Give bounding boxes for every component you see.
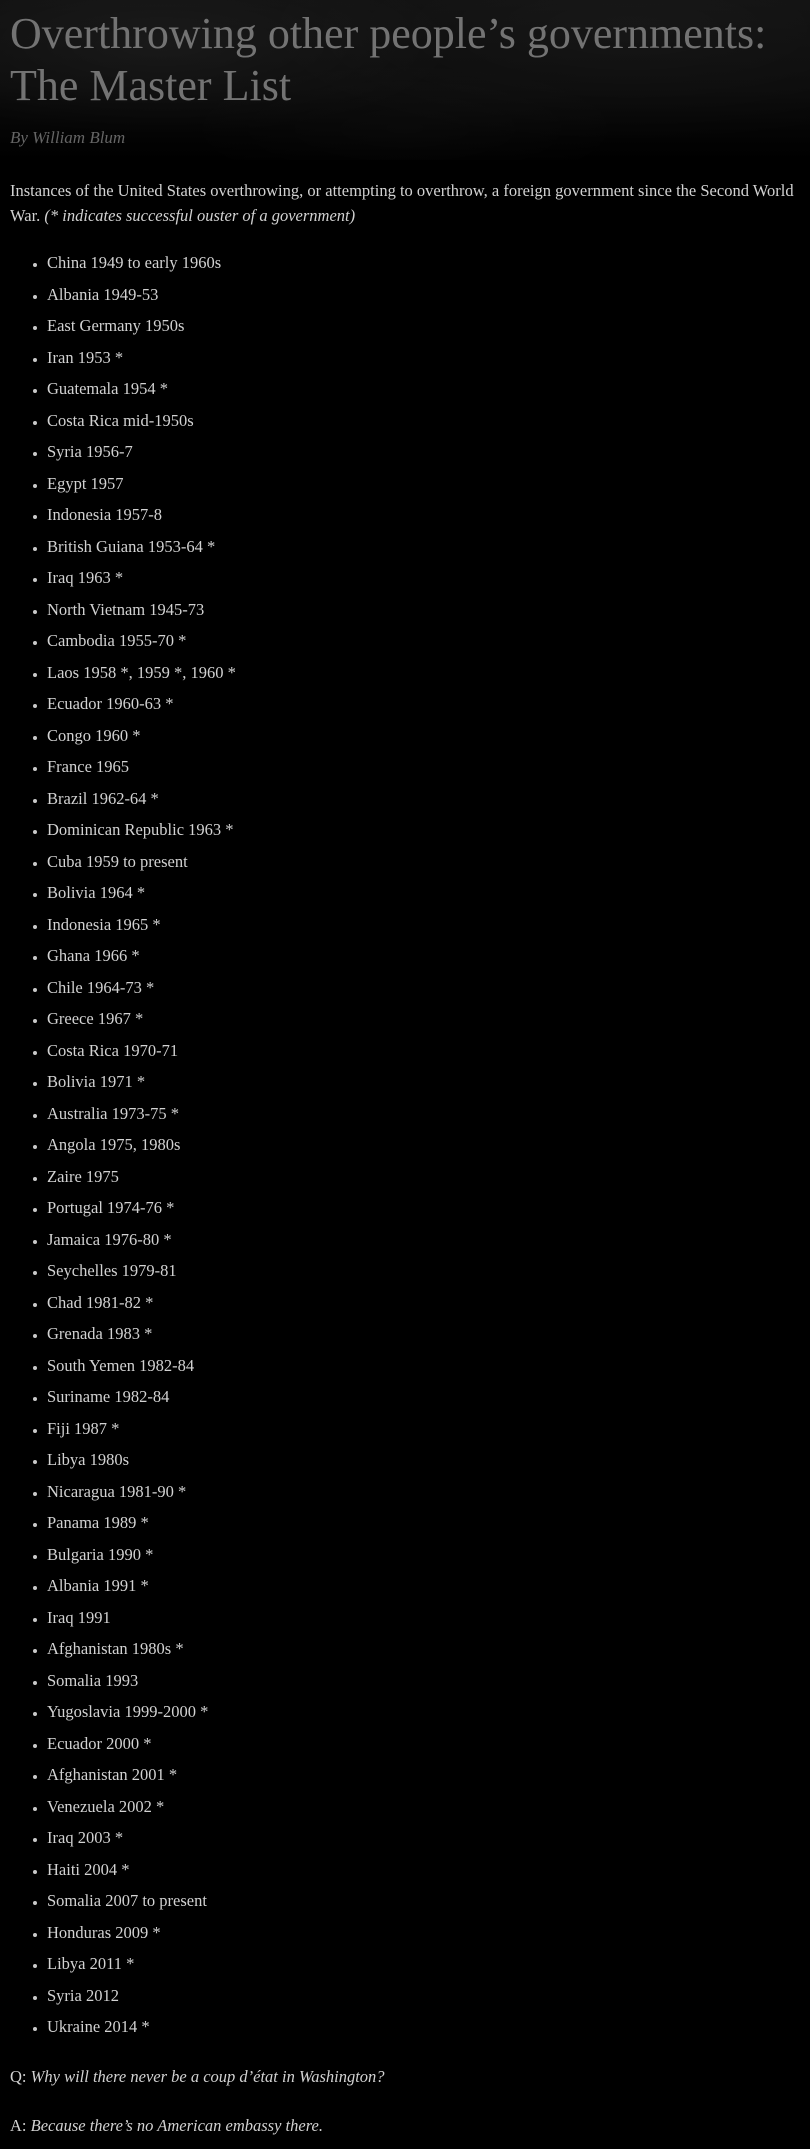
list-item: • Guatemala 1954 * xyxy=(47,377,810,401)
answer-prefix: A: xyxy=(10,2116,31,2135)
list-item: • Iran 1953 * xyxy=(47,346,810,370)
list-item: • Indonesia 1957-8 xyxy=(47,503,810,527)
page-title: Overthrowing other people’s governments: The Master List xyxy=(10,9,767,110)
list-item: • Venezuela 2002 * xyxy=(47,1795,810,1819)
list-item: • Bolivia 1971 * xyxy=(47,1070,810,1094)
list-item: • Dominican Republic 1963 * xyxy=(47,818,810,842)
list-item: • Brazil 1962-64 * xyxy=(47,787,810,811)
list-item: • Albania 1949-53 xyxy=(47,283,810,307)
list-item: • Syria 2012 xyxy=(47,1984,810,2008)
list-item: • Somalia 2007 to present xyxy=(47,1889,810,1913)
list-item: • Seychelles 1979-81 xyxy=(47,1259,810,1283)
list-item: • China 1949 to early 1960s xyxy=(47,251,810,275)
list-item: • Laos 1958 *, 1959 *, 1960 * xyxy=(47,661,810,685)
list-item: • Honduras 2009 * xyxy=(47,1921,810,1945)
list-item: • Chad 1981-82 * xyxy=(47,1291,810,1315)
list-item: • Ghana 1966 * xyxy=(47,944,810,968)
list-item: • Afghanistan 1980s * xyxy=(47,1637,810,1661)
qa-question xyxy=(0,2065,810,2089)
list-item: • France 1965 xyxy=(47,755,810,779)
list-item: • East Germany 1950s xyxy=(47,314,810,338)
list-item: • Cambodia 1955-70 * xyxy=(47,629,810,653)
list-item: • Jamaica 1976-80 * xyxy=(47,1228,810,1252)
list-item: • Panama 1989 * xyxy=(47,1511,810,1535)
list-item: • Fiji 1987 * xyxy=(47,1417,810,1441)
list-item: • Portugal 1974-76 * xyxy=(47,1196,810,1220)
article-header xyxy=(0,0,810,160)
intro-text: Instances of the United States overthrowing, or attempting to overthrow, a foreign government since the Second World War. xyxy=(10,181,794,225)
list-item: • Indonesia 1965 * xyxy=(47,913,810,937)
list-item: • Bulgaria 1990 * xyxy=(47,1543,810,1567)
list-item: • Bolivia 1964 * xyxy=(47,881,810,905)
list-item: • Chile 1964-73 * xyxy=(47,976,810,1000)
list-item: • Albania 1991 * xyxy=(47,1574,810,1598)
list-item: • South Yemen 1982-84 xyxy=(47,1354,810,1378)
list-item: • Ecuador 2000 * xyxy=(47,1732,810,1756)
intro-note: (* indicates successful ouster of a government) xyxy=(44,206,356,225)
list-item: • Iraq 1991 xyxy=(47,1606,810,1630)
list-item: • Zaire 1975 xyxy=(47,1165,810,1189)
list-item: • Ukraine 2014 * xyxy=(47,2015,810,2039)
interventions-list xyxy=(0,251,810,2039)
list-item: • Iraq 1963 * xyxy=(47,566,810,590)
list-item: • Angola 1975, 1980s xyxy=(47,1133,810,1157)
list-item: • Costa Rica mid-1950s xyxy=(47,409,810,433)
list-item: • North Vietnam 1945-73 xyxy=(47,598,810,622)
list-item: • Iraq 2003 * xyxy=(47,1826,810,1850)
list-item: • Ecuador 1960-63 * xyxy=(47,692,810,716)
list-item: • Congo 1960 * xyxy=(47,724,810,748)
list-item: • Somalia 1993 xyxy=(47,1669,810,1693)
answer-text: Because there’s no American embassy there. xyxy=(30,2116,323,2135)
list-item: • Suriname 1982-84 xyxy=(47,1385,810,1409)
list-item: • Grenada 1983 * xyxy=(47,1322,810,1346)
list-item: • Libya 1980s xyxy=(47,1448,810,1472)
byline: By William Blum xyxy=(10,127,126,147)
article-body xyxy=(0,178,810,2138)
question-text: Why will there never be a coup d’état in Washington? xyxy=(30,2067,385,2086)
list-item: • Costa Rica 1970-71 xyxy=(47,1039,810,1063)
list-item: • British Guiana 1953-64 * xyxy=(47,535,810,559)
list-item: • Nicaragua 1981-90 * xyxy=(47,1480,810,1504)
list-item: • Yugoslavia 1999-2000 * xyxy=(47,1700,810,1724)
list-item: • Australia 1973-75 * xyxy=(47,1102,810,1126)
list-item: • Syria 1956-7 xyxy=(47,440,810,464)
list-item: • Haiti 2004 * xyxy=(47,1858,810,1882)
list-item: • Libya 2011 * xyxy=(47,1952,810,1976)
question-prefix: Q: xyxy=(10,2067,31,2086)
qa-answer xyxy=(0,2114,810,2138)
list-item: • Afghanistan 2001 * xyxy=(47,1763,810,1787)
intro-paragraph xyxy=(0,178,810,228)
list-item: • Egypt 1957 xyxy=(47,472,810,496)
list-item: • Greece 1967 * xyxy=(47,1007,810,1031)
list-item: • Cuba 1959 to present xyxy=(47,850,810,874)
